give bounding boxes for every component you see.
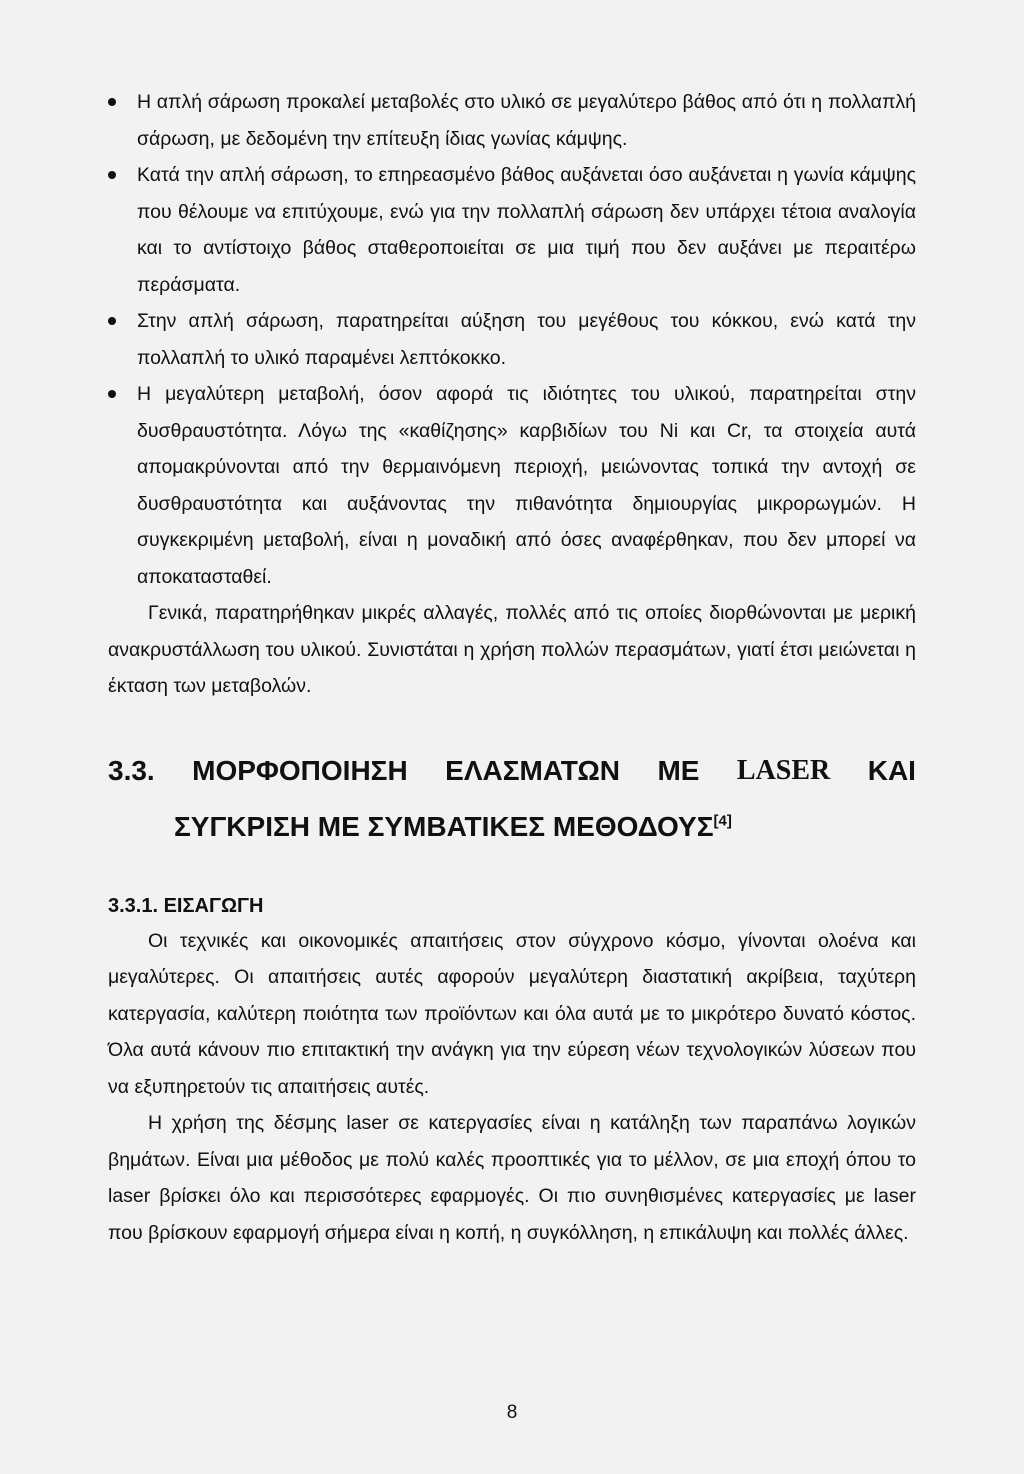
body-paragraph: Η χρήση της δέσμης laser σε κατεργασίες είναι η κατάληξη των παραπάνω λογικών βημάτων. Είναι μια μέθοδος με πολύ καλές προοπτικές για το μέλλον, σε μια εποχή όπου το laser βρίσκει όλο και περισσότερες εφαρμογές. Οι πιο συνηθισμένες κατεργασίες με laser που βρίσκουν εφαρμογή σήμερα είναι η κοπή, η συγκόλληση, η επικάλυψη και πολλές άλλες. <box>108 1112 916 1244</box>
section-number: 3.3. <box>108 754 155 786</box>
bullet-icon <box>108 171 116 179</box>
page-number: 8 <box>506 1402 518 1423</box>
bullet-list <box>108 84 916 595</box>
section-heading-line2 <box>108 799 916 855</box>
section-heading-word: ΚΑΙ <box>867 754 916 786</box>
section-heading-word: ΜΕ <box>657 754 700 786</box>
bullet-item <box>108 303 916 376</box>
bullet-item <box>108 376 916 595</box>
bullet-text: Η απλή σάρωση προκαλεί μεταβολές στο υλικό σε μεγαλύτερο βάθος από ότι η πολλαπλή σάρωση, με δεδομένη την επίτευξη ίδιας γωνίας κάμψης. <box>137 91 916 150</box>
body-paragraph: Οι τεχνικές και οικονομικές απαιτήσεις στον σύγχρονο κόσμο, γίνονται ολοένα και μεγαλύτερες. Οι απαιτήσεις αυτές αφορούν μεγαλύτερη διαστατική ακρίβεια, ταχύτερη κατεργασία, καλύτερη ποιότητα των προϊόντων και όλα αυτά με το μικρότερο δυνατό κόστος. Όλα αυτά κάνουν πιο επιτακτική την ανάγκη για την εύρεση νέων τεχνολογικών λύσεων που να εξυπηρετούν τις απαιτήσεις αυτές. <box>108 929 916 1098</box>
subsection-heading: 3.3.1. ΕΙΣΑΓΩΓΗ <box>108 894 264 917</box>
section-heading <box>108 743 916 855</box>
bullet-item <box>108 84 916 157</box>
section-heading-line1 <box>108 743 916 799</box>
bullet-item <box>108 157 916 303</box>
bullet-icon <box>108 317 116 325</box>
section-heading-text: ΣΥΓΚΡΙΣΗ ΜΕ ΣΥΜΒΑΤΙΚΕΣ ΜΕΘΟΔΟΥΣ <box>174 810 714 842</box>
summary-paragraph: Γενικά, παρατηρήθηκαν μικρές αλλαγές, πολλές από τις οποίες διορθώνονται με μερική ανακρυστάλλωση του υλικού. Συνιστάται η χρήση πολλών περασμάτων, γιατί έτσι μειώνεται η έκταση των μεταβολών. <box>108 602 916 697</box>
section-heading-word: ΜΟΡΦΟΠΟΙΗΣΗ <box>192 754 408 786</box>
bullet-text: Κατά την απλή σάρωση, το επηρεασμένο βάθος αυξάνεται όσο αυξάνεται η γωνία κάμψης που θέλουμε να επιτύχουμε, ενώ για την πολλαπλή σάρωση δεν υπάρχει τέτοια αναλογία και το αντίστοιχο βάθος σταθεροποιείται σε μια τιμή που δεν αυξάνει με περαιτέρω περάσματα. <box>137 164 916 296</box>
bullet-icon <box>108 98 116 106</box>
bullet-icon <box>108 390 116 398</box>
page-content <box>108 84 916 1251</box>
bullet-text: Η μεγαλύτερη μεταβολή, όσον αφορά τις ιδιότητες του υλικού, παρατηρείται στην δυσθραυστότητα. Λόγω της «καθίζησης» καρβιδίων του Ni και Cr, τα στοιχεία αυτά απομακρύνονται από την θερμαινόμενη περιοχή, μειώνοντας τοπικά την αντοχή σε δυσθραυστότητα και αυξάνοντας την πιθανότητα δημιουργίας μικρορωγμών. Η συγκεκριμένη μεταβολή, είναι η μοναδική από όσες αναφέρθηκαν, που δεν μπορεί να αποκατασταθεί. <box>137 383 916 588</box>
bullet-text: Στην απλή σάρωση, παρατηρείται αύξηση του μεγέθους του κόκκου, ενώ κατά την πολλαπλή το υλικό παραμένει λεπτόκοκκο. <box>137 310 916 369</box>
section-heading-word: ΕΛΑΣΜΑΤΩΝ <box>445 754 621 786</box>
section-heading-word: LASER <box>736 754 831 786</box>
citation-reference: [4] <box>713 812 732 830</box>
